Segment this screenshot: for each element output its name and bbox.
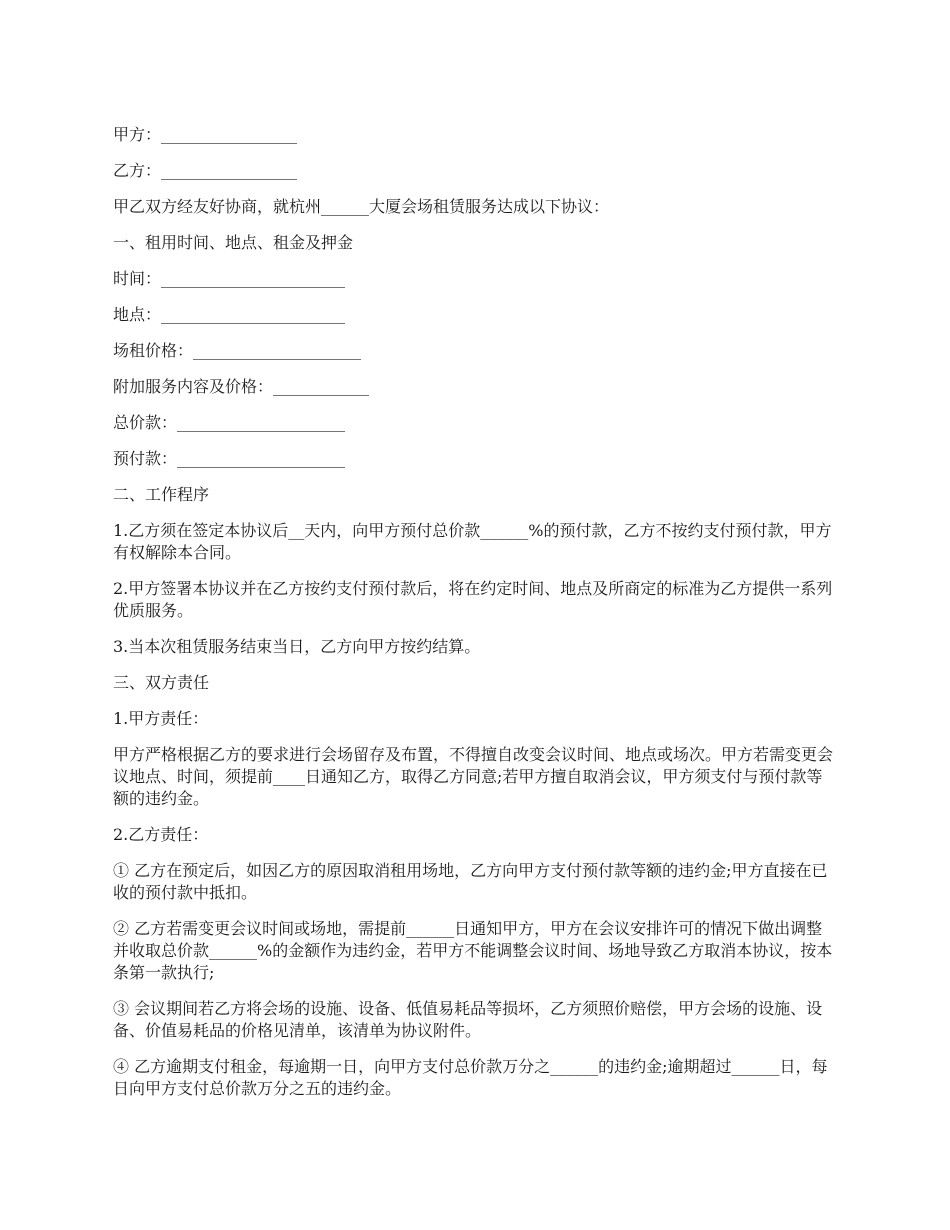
extra-services-field: 附加服务内容及价格：____________ (113, 377, 370, 396)
party-a-field: 甲方：_________________ (113, 125, 298, 144)
venue-price-field: 场租价格：_____________________ (113, 341, 362, 360)
party-b-responsibility-item-2: ② 乙方若需变更会议时间或场地，需提前______日通知甲方，甲方在会议安排许可的情况下做出调整并收取总价款______%的金额作为违约金，若甲方不能调整会议时间、场地导致乙方取消本协议，按本条第一款执行; (113, 919, 833, 982)
party-b-responsibility-heading: 2.乙方责任： (113, 825, 209, 844)
party-a-responsibility-text: 甲方严格根据乙方的要求进行会场留存及布置，不得擅自改变会议时间、地点或场次。甲方若需变更会议地点、时间，须提前____日通知乙方，取得乙方同意;若甲方擅自取消会议，甲方须支付与预付款等额的违约金。 (113, 745, 834, 808)
party-b-field: 乙方：_________________ (113, 161, 298, 180)
party-b-responsibility-item-4: ④ 乙方逾期支付租金，每逾期一日，向甲方支付总价款万分之______的违约金;逾期超过______日，每日向甲方支付总价款万分之五的违约金。 (113, 1057, 828, 1098)
prepayment-field: 预付款：_____________________ (113, 449, 346, 468)
party-b-responsibility-item-3: ③ 会议期间若乙方将会场的设施、设备、低值易耗品等损坏，乙方须照价赔偿，甲方会场的设施、设备、价值易耗品的价格见清单，该清单为协议附件。 (113, 999, 823, 1040)
section-1-heading: 一、租用时间、地点、租金及押金 (113, 233, 354, 252)
party-a-responsibility-heading: 1.甲方责任： (113, 709, 209, 728)
intro-paragraph: 甲乙双方经友好协商，就杭州______大厦会场租赁服务达成以下协议： (113, 197, 610, 216)
time-field: 时间：_______________________ (113, 269, 346, 288)
procedure-item-1: 1.乙方须在签定本协议后__天内，向甲方预付总价款______%的预付款，乙方不按约支付预付款，甲方有权解除本合同。 (113, 521, 832, 562)
contract-document (113, 124, 838, 1114)
party-b-responsibility-item-1: ① 乙方在预定后，如因乙方的原因取消租用场地，乙方向甲方支付预付款等额的违约金;甲方直接在已收的预付款中抵扣。 (113, 861, 828, 902)
section-2-heading: 二、工作程序 (113, 485, 210, 504)
total-price-field: 总价款：_____________________ (113, 413, 346, 432)
procedure-item-2: 2.甲方签署本协议并在乙方按约支付预付款后，将在约定时间、地点及所商定的标准为乙方提供一系列优质服务。 (113, 579, 833, 620)
section-3-heading: 三、双方责任 (113, 673, 210, 692)
procedure-item-3: 3.当本次租赁服务结束当日，乙方向甲方按约结算。 (113, 637, 481, 656)
place-field: 地点：_______________________ (113, 305, 346, 324)
